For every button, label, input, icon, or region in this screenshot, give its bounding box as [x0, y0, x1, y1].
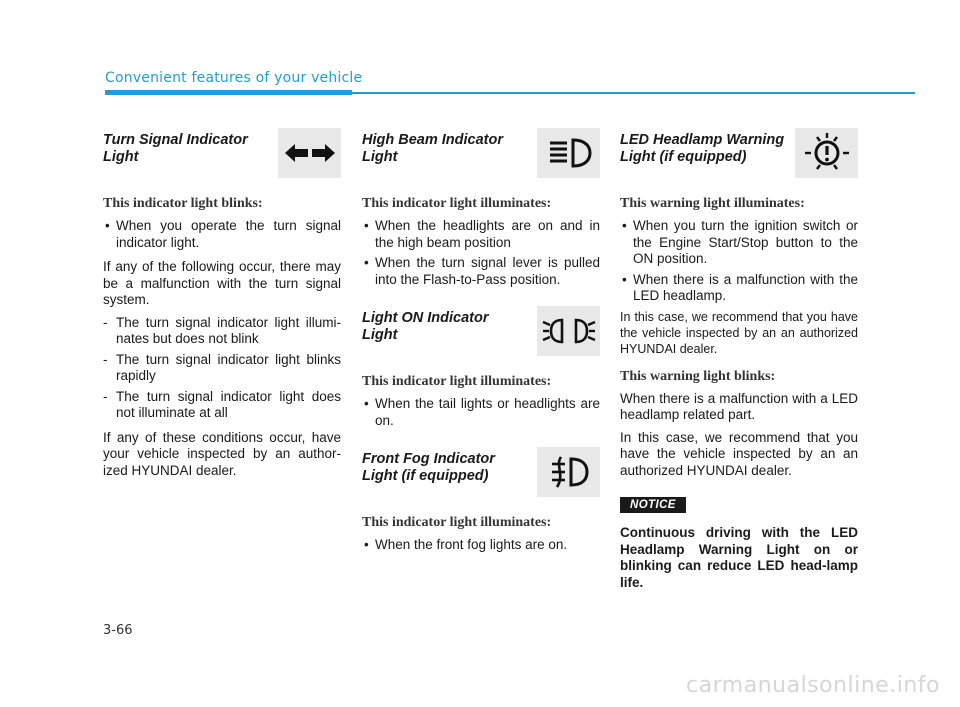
list-item: • When you turn the ignition switch or the Engine Start/Stop button to the ON position.	[620, 218, 858, 268]
paragraph: If any of the following occur, there may be a malfunction with the turn signal system.	[103, 259, 341, 307]
high-beam-icon	[537, 128, 600, 178]
front-fog-icon	[537, 447, 600, 497]
high-beam-title: High Beam Indicator Light	[362, 132, 503, 165]
paragraph: In this case, we recommend that you have the vehicle inspected by an an authorized HYUNDAI dealer.	[620, 309, 858, 356]
list-item: - The turn signal indicator light illumi-nates but does not blink	[103, 315, 341, 348]
section-header-title: Convenient features of your vehicle	[105, 70, 363, 86]
column-turn-signal	[103, 128, 341, 485]
led-headlamp-title: LED Headlamp Warning Light (if equipped)	[620, 132, 785, 165]
header-rule-thin	[352, 92, 915, 94]
header-rule-thick	[105, 90, 352, 95]
list-item: • When the tail lights or headlights are on.	[362, 396, 600, 429]
light-on-subheading: This indicator light illuminates:	[362, 374, 552, 389]
high-beam-heading	[362, 128, 600, 182]
led-headlamp-warning-icon	[795, 128, 858, 178]
high-beam-subheading: This indicator light illuminates:	[362, 196, 552, 211]
turn-signal-subheading: This indicator light blinks:	[103, 196, 263, 211]
list-item: • When there is a malfunction with the LED headlamp.	[620, 272, 858, 305]
list-item: • When the front fog lights are on.	[362, 537, 600, 554]
list-item: • When the turn signal lever is pulled into the Flash-to-Pass position.	[362, 255, 600, 288]
led-blinks-subheading: This warning light blinks:	[620, 368, 776, 384]
list-item: - The turn signal indicator light blinks rapidly	[103, 352, 341, 385]
turn-signal-arrows-icon	[278, 128, 341, 178]
front-fog-title: Front Fog Indicator Light (if equipped)	[362, 451, 495, 484]
turn-signal-title: Turn Signal Indicator Light	[103, 132, 248, 165]
notice-text: Continuous driving with the LED Headlamp Warning Light on or blinking can reduce LED head-lamp life.	[620, 525, 858, 590]
led-headlamp-heading	[620, 128, 858, 182]
turn-signal-heading	[103, 128, 341, 182]
watermark: carmanualsonline.info	[686, 673, 940, 698]
paragraph: In this case, we recommend that you have the vehicle inspected by an an authorized HYUNDAI dealer.	[620, 429, 858, 478]
front-fog-heading	[362, 447, 600, 501]
page-number: 3-66	[103, 623, 133, 638]
light-on-heading	[362, 306, 600, 360]
list-item: - The turn signal indicator light does not illuminate at all	[103, 389, 341, 422]
list-item: • When the headlights are on and in the high beam position	[362, 218, 600, 251]
notice-badge: NOTICE	[620, 497, 686, 513]
column-led-headlamp	[620, 128, 858, 591]
column-indicators	[362, 128, 600, 558]
list-item: • When you operate the turn signal indicator light.	[103, 218, 341, 251]
paragraph: If any of these conditions occur, have your vehicle inspected by an author-ized HYUNDAI dealer.	[103, 429, 341, 478]
light-on-title: Light ON Indicator Light	[362, 310, 489, 343]
paragraph: When there is a malfunction with a LED headlamp related part.	[620, 390, 858, 422]
led-illuminates-subheading: This warning light illuminates:	[620, 196, 805, 211]
front-fog-subheading: This indicator light illuminates:	[362, 515, 552, 530]
light-on-icon	[537, 306, 600, 356]
